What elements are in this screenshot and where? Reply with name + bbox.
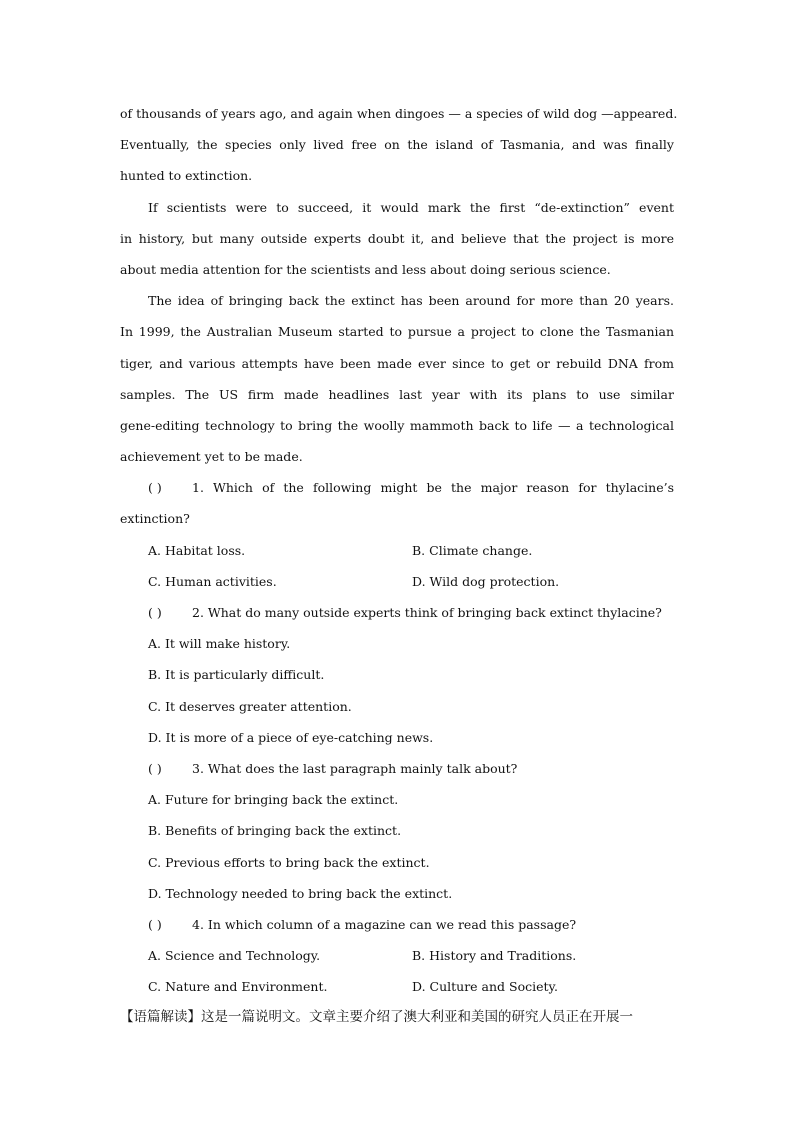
answer-blank[interactable]: ( ) bbox=[148, 760, 162, 776]
paragraph-line: samples. The US firm made headlines last year with its plans to use similar bbox=[120, 386, 674, 402]
option-a[interactable]: A. Science and Technology. bbox=[148, 948, 321, 964]
option-row bbox=[120, 971, 674, 1002]
question-stem bbox=[120, 472, 674, 503]
paragraph-2 bbox=[120, 192, 674, 286]
option-d[interactable]: D. Wild dog protection. bbox=[412, 573, 560, 589]
paragraph-line: The idea of bringing back the extinct has been around for more than 20 years. bbox=[148, 293, 674, 309]
option-b[interactable]: B. Benefits of bringing back the extinct. bbox=[148, 823, 402, 839]
paragraph-line: tiger, and various attempts have been made ever since to get or rebuild DNA from bbox=[120, 355, 674, 371]
paragraph-line: about media attention for the scientists and less about doing serious science. bbox=[120, 261, 611, 277]
question-text: 3. What does the last paragraph mainly talk about? bbox=[192, 760, 518, 776]
option-a[interactable]: A. Future for bringing back the extinct. bbox=[148, 792, 399, 808]
paragraph-1 bbox=[120, 98, 678, 192]
option-b[interactable]: B. Climate change. bbox=[412, 542, 533, 558]
option-b[interactable]: B. History and Traditions. bbox=[412, 948, 577, 964]
question-text: 1. Which of the following might be the major reason for thylacine’s bbox=[192, 480, 674, 496]
option-a[interactable]: A. Habitat loss. bbox=[148, 542, 246, 558]
paragraph-line: achievement yet to be made. bbox=[120, 449, 303, 465]
answer-blank[interactable]: ( ) bbox=[148, 605, 162, 620]
answer-blank[interactable]: ( ) bbox=[148, 480, 162, 496]
paragraph-line: Eventually, the species only lived free on the island of Tasmania, and was finally bbox=[120, 137, 674, 153]
paragraph-3 bbox=[120, 285, 674, 472]
option-c[interactable]: C. Nature and Environment. bbox=[148, 979, 328, 995]
paragraph-line: If scientists were to succeed, it would mark the first “de-extinction” event bbox=[148, 199, 674, 215]
question-stem bbox=[120, 753, 674, 784]
paragraph-line: of thousands of years ago, and again when dingoes — a species of wild dog —appeared. bbox=[120, 106, 678, 121]
passage-commentary: 【语篇解读】这是一篇说明文。文章主要介绍了澳大利亚和美国的研究人员正在开展一 bbox=[120, 1009, 633, 1026]
question-text-continued: extinction? bbox=[120, 511, 190, 527]
question-2 bbox=[120, 597, 674, 753]
option-c[interactable]: C. Previous efforts to bring back the extinct. bbox=[148, 854, 430, 870]
question-text: 2. What do many outside experts think of bringing back extinct thylacine? bbox=[192, 605, 662, 620]
option-d[interactable]: D. Technology needed to bring back the extinct. bbox=[148, 885, 453, 901]
question-stem bbox=[120, 597, 674, 628]
question-1 bbox=[120, 472, 674, 597]
paragraph-line: in history, but many outside experts doubt it, and believe that the project is more bbox=[120, 230, 674, 246]
paragraph-line: In 1999, the Australian Museum started to pursue a project to clone the Tasmanian bbox=[120, 324, 674, 340]
option-d[interactable]: D. Culture and Society. bbox=[412, 979, 558, 995]
question-stem bbox=[120, 909, 674, 940]
question-text: 4. In which column of a magazine can we read this passage? bbox=[192, 916, 577, 932]
document-page bbox=[120, 98, 678, 1034]
option-c[interactable]: C. Human activities. bbox=[148, 573, 277, 589]
option-b[interactable]: B. It is particularly difficult. bbox=[148, 667, 325, 683]
option-row bbox=[120, 940, 674, 971]
option-a[interactable]: A. It will make history. bbox=[148, 636, 291, 652]
paragraph-line: gene-editing technology to bring the woolly mammoth back to life — a technological bbox=[120, 417, 674, 433]
option-row bbox=[120, 566, 674, 597]
question-4 bbox=[120, 909, 674, 1003]
option-c[interactable]: C. It deserves greater attention. bbox=[148, 698, 352, 714]
paragraph-line: hunted to extinction. bbox=[120, 168, 253, 184]
question-3 bbox=[120, 753, 674, 909]
option-row bbox=[120, 535, 674, 566]
answer-blank[interactable]: ( ) bbox=[148, 916, 162, 932]
option-d[interactable]: D. It is more of a piece of eye-catching news. bbox=[148, 729, 434, 745]
